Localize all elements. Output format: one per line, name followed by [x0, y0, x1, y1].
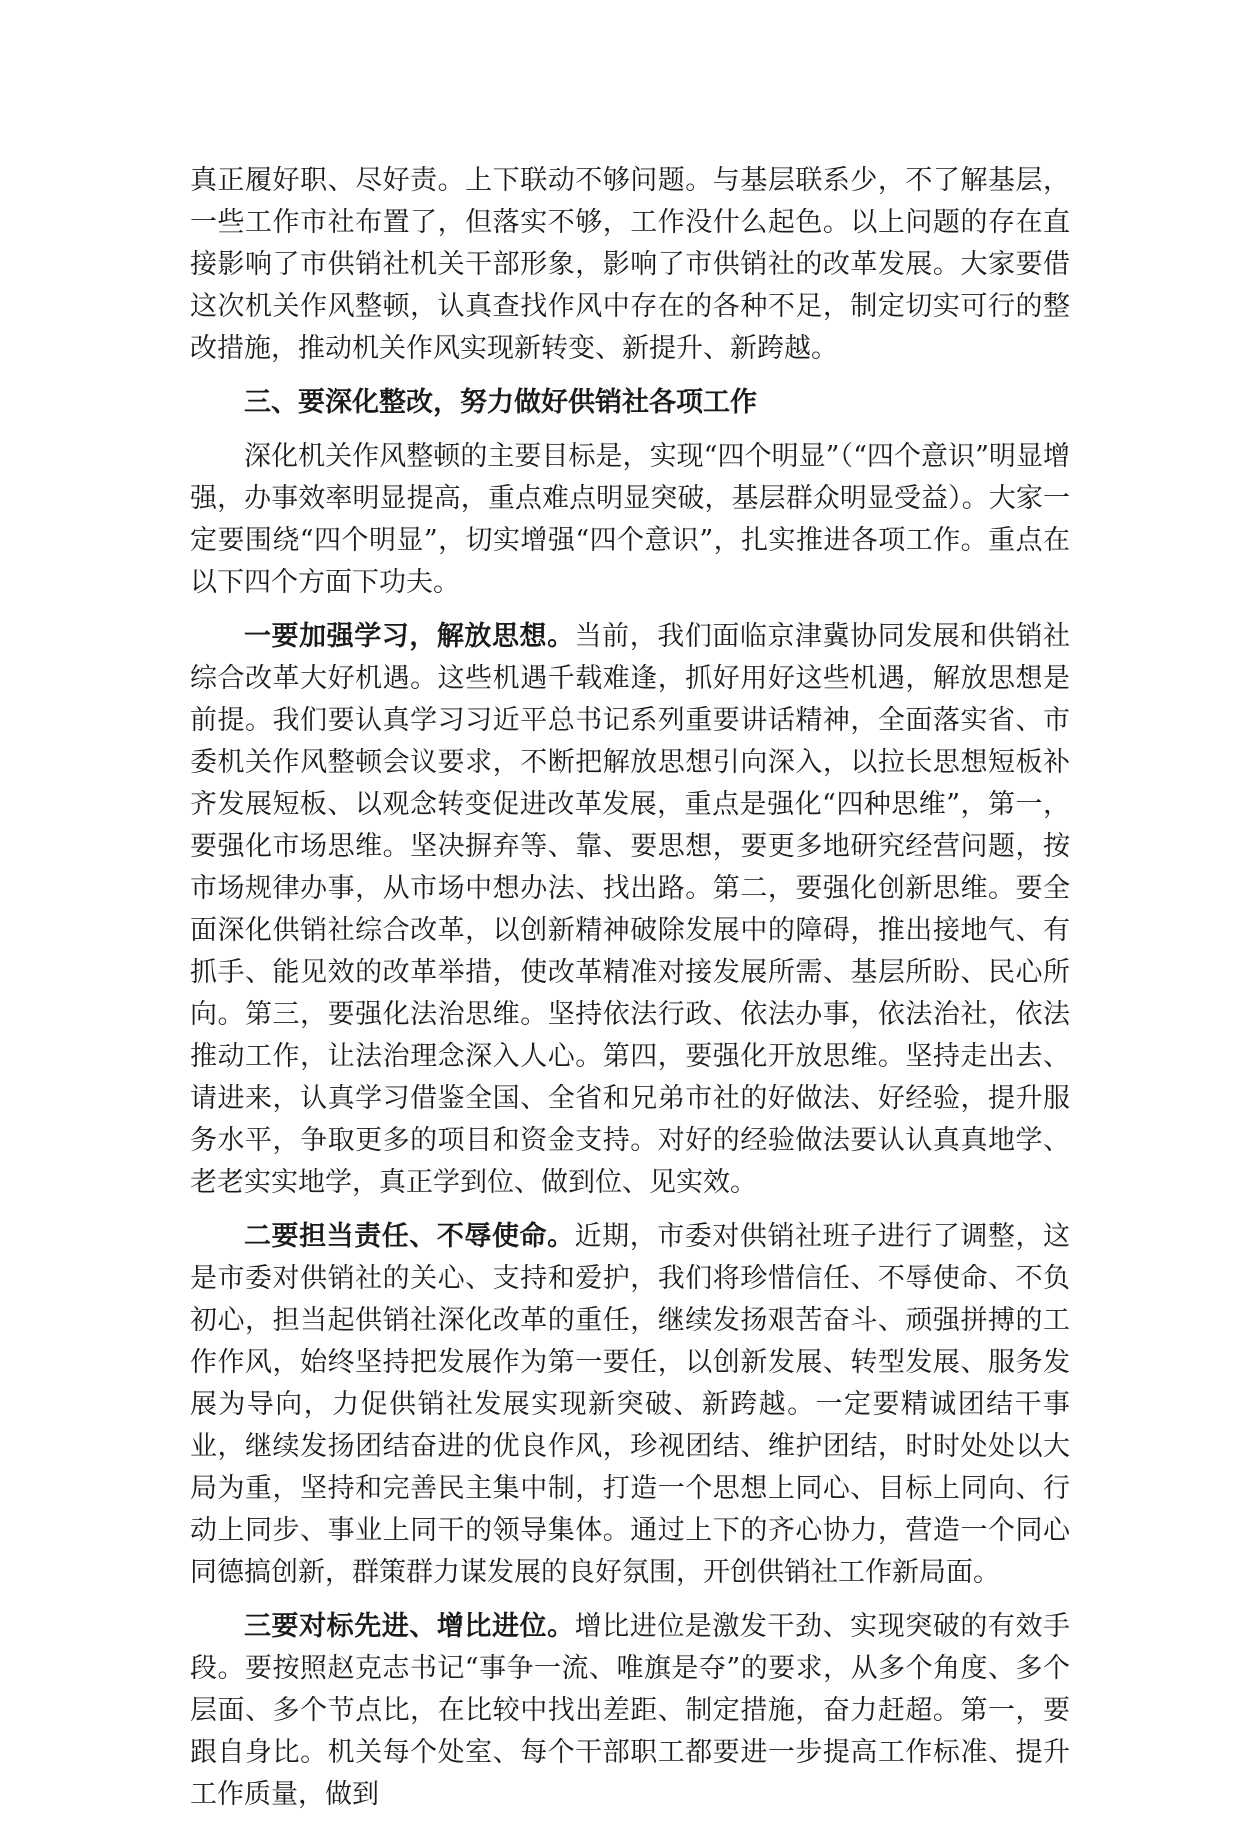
paragraph-text: 当前，我们面临京津冀协同发展和供销社综合改革大好机遇。这些机遇千载难逢，抓好用好这些机遇，解放思想是前提。我们要认真学习习近平总书记系列重要讲话精神，全面落实省、市委机关作风整顿会议要求，不断把解放思想引向深入，以拉长思想短板补齐发展短板、以观念转变促进改革发展，重点是强化“四种思维”，第一，要强化市场思维。坚决摒弃等、靠、要思想，要更多地研究经营问题，按市场规律办事，从市场中想办法、找出路。第二，要强化创新思维。要全面深化供销社综合改革，以创新精神破除发展中的障碍，推出接地气、有抓手、能见效的改革举措，使改革精准对接发展所需、基层所盼、民心所向。第三，要强化法治思维。坚持依法行政、依法办事，依法治社，依法推动工作，让法治理念深入人心。第四，要强化开放思维。坚持走出去、请进来，认真学习借鉴全国、全省和兄弟市社的好做法、好经验，提升服务水平，争取更多的项目和资金支持。对好的经验做法要认认真真地学、老老实实地学，真正学到位、做到位、见实效。 [190, 621, 1071, 1198]
paragraph-responsibility [190, 1216, 1070, 1594]
paragraph-lead: 三要对标先进、增比进位。 [244, 1611, 575, 1642]
paragraph-continuation [190, 160, 1070, 370]
paragraph-text: 增比进位是激发干劲、实现突破的有效手段。要按照赵克志书记“事争一流、唯旗是夺”的要求，从多个角度、多个层面、多个节点比，在比较中找出差距、制定措施，奋力赶超。第一，要跟自身比。机关每个处室、每个干部职工都要进一步提高工作标准、提升工作质量，做到 [190, 1611, 1071, 1810]
paragraph-goals [190, 436, 1070, 604]
paragraph-lead: 二要担当责任、不辱使命。 [244, 1221, 575, 1252]
section-heading: 三、要深化整改，努力做好供销社各项工作 [244, 387, 757, 418]
paragraph-lead: 一要加强学习，解放思想。 [244, 621, 575, 652]
paragraph-text: 近期，市委对供销社班子进行了调整，这是市委对供销社的关心、支持和爱护，我们将珍惜信任、不辱使命、不负初心，担当起供销社深化改革的重任，继续发扬艰苦奋斗、顽强拼搏的工作作风，始终坚持把发展作为第一要任，以创新发展、转型发展、服务发展为导向，力促供销社发展实现新突破、新跨越。一定要精诚团结干事业，继续发扬团结奋进的优良作风，珍视团结、维护团结，时时处处以大局为重，坚持和完善民主集中制，打造一个思想上同心、目标上同向、行动上同步、事业上同干的领导集体。通过上下的齐心协力，营造一个同心同德搞创新，群策群力谋发展的良好氛围，开创供销社工作新局面。 [190, 1221, 1071, 1588]
paragraph-benchmark [190, 1606, 1070, 1816]
paragraph-study [190, 616, 1070, 1204]
document-body [190, 160, 1070, 1828]
paragraph-text: 真正履好职、尽好责。上下联动不够问题。与基层联系少，不了解基层，一些工作市社布置了，但落实不够，工作没什么起色。以上问题的存在直接影响了市供销社机关干部形象，影响了市供销社的改革发展。大家要借这次机关作风整顿，认真查找作风中存在的各种不足，制定切实可行的整改措施，推动机关作风实现新转变、新提升、新跨越。 [190, 165, 1070, 364]
paragraph-text: 深化机关作风整顿的主要目标是，实现“四个明显”（“四个意识”明显增强，办事效率明显提高，重点难点明显突破，基层群众明显受益）。大家一定要围绕“四个明显”，切实增强“四个意识”，扎实推进各项工作。重点在以下四个方面下功夫。 [190, 441, 1070, 598]
